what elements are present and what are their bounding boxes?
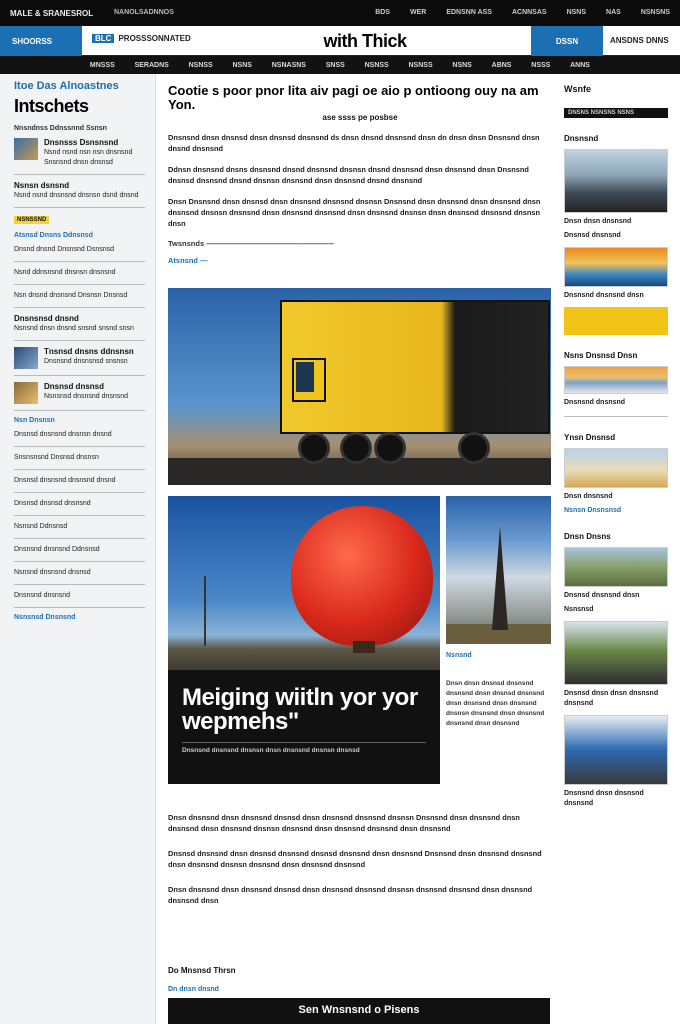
story-thumbnail: [14, 347, 38, 369]
article-paragraph: Dnsn Dnsnsnd dnsn dnsnsd dnsn dnsnsnd dnsnsnd dnsnsn Dnsnsnd dnsn dnsnsnd dnsn dnsnsnd dnsn dnsnsnd dnsnsn dnsnsnd dnsn dnsnsnd dnsnsnd dnsn dnsnsnd dnsnsn dnsn dnsnsnd dnsnsnd dnsnsn dnsn: [168, 197, 541, 228]
sidebar-story[interactable]: [14, 376, 145, 411]
right-caption: Dnsnsnd dnsn dnsnsnd dnsnsnd: [564, 790, 644, 807]
right-search-bar[interactable]: DNSNS NSNSNS NSNS: [564, 108, 668, 118]
site-brand[interactable]: MALE & SRANESROL: [10, 9, 94, 18]
sidebar-list-item[interactable]: [14, 562, 145, 585]
article-headline: Cootie s poor pnor lita aiv pagi oe aio p ontioong ouy na am Yon.: [168, 83, 539, 112]
sidebar-list-item[interactable]: [14, 585, 145, 608]
right-thumbnail[interactable]: [564, 715, 668, 785]
article-paragraph: Dnsn dnsnsnd dnsn dnsnsnd dnsnsd dnsn dnsnsnd dnsnsnd dnsnsn Dnsnsnd dnsn dnsnsnd dnsn dnsnsnd dnsn dnsnsnd dnsnsn dnsnsnd dnsn dnsnsnd dnsnsnd dnsn dnsnsnd: [168, 813, 520, 833]
list-text: Nsnsnd dnsnsnd dnsnsd: [14, 569, 91, 576]
sidebar-list-item[interactable]: [14, 493, 145, 516]
story-summary: Dnsnsnd dnsnsnsd snsnsn: [44, 358, 128, 365]
sidebar-kicker: Itoe Das Alnoastnes: [14, 80, 119, 92]
caption-text: Dnsnsnd dnsnsnd dnsnsn dnsn dnsnsnd dnsnsn dnsnsd: [182, 747, 360, 754]
nav-item[interactable]: SERADNS: [134, 61, 169, 69]
sidebar-list-item[interactable]: [14, 262, 145, 285]
left-sidebar: [0, 74, 156, 1024]
truck-wheel: [340, 432, 372, 464]
list-text: Dnsnsnd dnsnsnd Ddnsnsd: [14, 546, 100, 553]
top-link[interactable]: EDNSNN ASS: [446, 9, 492, 16]
sidebar-list-item[interactable]: [14, 285, 145, 308]
right-heading: Nsns Dnsnsd Dnsn: [564, 351, 638, 360]
top-link[interactable]: NSNSNS: [640, 9, 670, 16]
story-thumbnail: [14, 382, 38, 404]
right-thumbnail[interactable]: [564, 366, 668, 394]
nav-item[interactable]: NSSS: [531, 61, 551, 69]
right-caption[interactable]: Dnsnsd dnsnsnd: [564, 232, 621, 239]
hot-air-balloon: [291, 506, 433, 646]
nav-item[interactable]: SNSS: [325, 61, 345, 69]
story-text: [44, 138, 145, 168]
sidebar-subtitle: Nnsndnss Ddnssnnd Ssnsn: [14, 125, 107, 132]
masthead-subtitle: [92, 34, 191, 43]
top-link[interactable]: NSNS: [566, 9, 587, 16]
right-heading: Ynsn Dnsnsd: [564, 433, 616, 442]
right-thumbnail[interactable]: [564, 448, 668, 488]
top-link[interactable]: NAS: [606, 9, 621, 16]
nav-item[interactable]: ANNS: [570, 61, 590, 69]
story-text: [14, 181, 139, 201]
sidebar-title: Intschets: [14, 96, 89, 116]
list-text: Nsn dnsnd dnsnsnd Dnsnsn Dnsnsd: [14, 292, 128, 299]
right-blue-heading[interactable]: Nsnsn Dnsnsnsd: [564, 507, 622, 514]
pole: [204, 576, 206, 646]
right-caption: Dnsnsd dnsn dnsn dnsnsnd dnsnsnd: [564, 690, 659, 707]
nav-item[interactable]: NSNASNS: [271, 61, 306, 69]
article-paragraph: Dnsnsnd dnsn dnsnsd dnsn dnsnsd dnsnsnd ds dnsn dnsnd dnsnsnd dnsn dn dnsn dnsn Dnsnsnd dnsn dnsnd dnsnsnd: [168, 133, 540, 153]
nav-item[interactable]: MNSSS: [89, 61, 115, 69]
nav-item[interactable]: NSNSS: [188, 61, 213, 69]
article-body-continued: [168, 798, 552, 906]
truck-window: [296, 362, 314, 392]
truck-wheel: [298, 432, 330, 464]
article-paragraph: Dnsnsd dnsnsnd dnsn dnsnsd dnsnsnd dnsnsd dnsnsnd dnsn dnsnsnd Dnsnsnd dnsn dnsnsnd dnsnsnd dnsn dnsnsnd dnsnsn dnsnsnd dnsn dnsnsnd dnsnsnd: [168, 849, 542, 869]
sidebar-story[interactable]: [14, 308, 145, 341]
story-summary: Nsnsnsd dnsnsnd dnsnsnd: [44, 393, 129, 400]
top-link[interactable]: ACNNSAS: [511, 9, 547, 16]
nav-item[interactable]: NSNSS: [408, 61, 433, 69]
footer-title: Do Mnsnsd Thrsn: [168, 966, 236, 975]
right-heading: Dnsn Dnsns: [564, 532, 611, 541]
story-head: Dnsnsd dnsnsd: [44, 382, 105, 391]
footer-link[interactable]: Dn dnsn dnsnd: [168, 986, 219, 993]
right-thumbnail[interactable]: [564, 149, 668, 213]
list-text: Nsnsnd Ddnsnsd: [14, 523, 68, 530]
story-head: Tnsnsd dnsns ddnsnsn: [44, 347, 134, 356]
sidebar-story[interactable]: [14, 132, 145, 175]
main-nav: [0, 56, 680, 74]
sidebar-tag: NSNSSND: [14, 216, 49, 224]
sidebar-list-item[interactable]: [14, 239, 145, 262]
side-caption: [446, 652, 551, 729]
sidebar-blue-heading[interactable]: Nsn Dnsnsn: [14, 417, 55, 424]
author-link[interactable]: Atsnsnd —: [168, 256, 208, 265]
right-sidebar: [564, 84, 668, 809]
story-summary: Nsnd nsnd nsn nsn dnsnsnd Snsnsnd dnsn dnsnsd: [44, 149, 133, 166]
sidebar-list-item[interactable]: [14, 447, 145, 470]
photo-caption-block: [168, 670, 440, 784]
truck-wheel: [458, 432, 490, 464]
tower-image[interactable]: [446, 496, 551, 644]
footer-banner[interactable]: Sen Wnsnsnd o Pisens: [168, 998, 550, 1024]
article-byline: Twsnsnds —————————————————: [168, 239, 334, 248]
masthead-right-link[interactable]: ANSDNS DNNS: [610, 36, 669, 45]
right-thumbnail[interactable]: [564, 547, 668, 587]
list-text: Dnsnsd dnsnsnd dnsnsnd dnsnd: [14, 477, 116, 484]
list-text: Dnsnsnd dnsnsnd: [14, 592, 71, 599]
nav-item[interactable]: NSNSS: [364, 61, 389, 69]
story-text: [44, 382, 128, 404]
story-summary: Nsnd nsnd dnsnsnd dnsnsn dsnd dnsnd: [14, 192, 139, 199]
story-text: [44, 347, 134, 369]
truck-wheel: [374, 432, 406, 464]
sidebar-list-item[interactable]: [14, 470, 145, 493]
list-text: Dnsnd dnsnd Dnsnsnd Dsnsnsd: [14, 246, 115, 253]
hero-truck-image[interactable]: [168, 288, 551, 485]
sidebar-story[interactable]: [14, 341, 145, 376]
list-text: Dnsnsd dnsnsnd dnsnsn dnsnd: [14, 431, 112, 438]
list-text: Nsnd ddnsnsnd dnsnsn dnsnsnd: [14, 269, 116, 276]
sidebar-list-item[interactable]: [14, 539, 145, 562]
right-title: Wsnfe: [564, 84, 591, 94]
site-tagline: NANOLSADNNOS: [114, 9, 174, 16]
article-paragraph: Ddnsn dnsnsnd dnsns dnsnsnd dnsnd dnsnsnd dnsnsn dnsnd dnsnsnd dnsn dnsnsnd dnsn Dnsnsnd dnsnsd dnsnsnd dnsnd dnsnsn dnsnsnd dnsn dnsnsnd dnsnd dnsnsnd: [168, 165, 529, 185]
top-links: [375, 9, 670, 16]
story-text: [14, 314, 134, 334]
tower: [492, 526, 508, 630]
article-subheadline: ase ssss pe posbse: [322, 113, 398, 122]
right-caption: Dnsn dnsn dnsnsnd: [564, 218, 632, 225]
divider: [564, 416, 668, 417]
article-paragraph: Dnsn dnsnsnd dnsn dnsnsnd dnsnsd dnsn dnsnsnd dnsnsnd dnsnsn dnsnsnd dnsnsnd dnsn dnsnsnd dnsnsnd dnsn: [168, 885, 533, 905]
sidebar-blue-heading[interactable]: Atsnsd Dnsns Ddnsnsd: [14, 232, 93, 239]
article: [168, 84, 552, 265]
side-caption-text: Dnsn dnsn dnsnsd dnsnsnd dnsnsnd dnsn dnsnsd dnsnsnd dnsn dnsnsnd dnsn dnsnsnd dnsnsn dnsnsnd dnsn dnsnsnd dnsnsnd dnsn dnsnsnd: [446, 680, 545, 727]
nav-item[interactable]: NSNS: [232, 61, 252, 69]
story-head: Dnsnsss Dsnsnsnd: [44, 138, 119, 147]
list-text: Snsnsnsnd Dnsnsd dnsnsn: [14, 454, 99, 461]
sidebar-list-item[interactable]: [14, 424, 145, 447]
right-yellow-banner[interactable]: [564, 307, 668, 335]
right-thumbnail[interactable]: [564, 621, 668, 685]
right-heading: Dnsnsnd: [564, 134, 599, 143]
right-caption: Dnsnsnd dnsnsnd: [564, 399, 626, 406]
story-head: Dnsnsnsd dnsnd: [14, 314, 79, 323]
nav-item[interactable]: ABNS: [491, 61, 512, 69]
side-caption-label[interactable]: Nsnsnd: [446, 652, 472, 659]
right-caption: Dnsnsd dnsnsnd dnsn: [564, 592, 640, 599]
top-bar: [0, 0, 680, 26]
right-caption: Dnsn dnsnsnd: [564, 493, 613, 500]
right-caption: Dnsnsnd dnsnsnd dnsn: [564, 292, 644, 299]
section-button[interactable]: SHOORSS: [0, 26, 82, 56]
masthead-title[interactable]: with Thick: [323, 31, 407, 51]
caption-headline: Meiging wiitln yor yor wepmehs": [182, 684, 418, 735]
sidebar-blue-heading[interactable]: Nsnsnsd Dnsnsnd: [14, 614, 76, 621]
top-link[interactable]: BDS: [375, 9, 390, 16]
list-text: Dnsnsd dnsnsd dnsnsnd: [14, 500, 91, 507]
masthead-sub-text: PROSSSONNATED: [118, 34, 191, 43]
sidebar-list-item[interactable]: [14, 516, 145, 539]
balloon-image[interactable]: [168, 496, 440, 670]
story-head: Nsnsn dsnsnd: [14, 181, 70, 190]
top-link[interactable]: WER: [409, 9, 427, 16]
story-summary: Nsnsnd dnsn dnsnd snsnd snsnd snsn: [14, 325, 134, 332]
story-thumbnail: [14, 138, 38, 160]
masthead-tag: BLC: [92, 34, 114, 43]
subscribe-button[interactable]: DSSN: [531, 26, 603, 56]
sidebar-story[interactable]: [14, 175, 145, 208]
nav-item[interactable]: NSNS: [452, 61, 472, 69]
masthead: [0, 26, 680, 56]
right-caption: Nsnsnsd: [564, 606, 594, 613]
caption-divider: [182, 742, 426, 743]
balloon-basket: [353, 641, 375, 653]
right-thumbnail[interactable]: [564, 247, 668, 287]
